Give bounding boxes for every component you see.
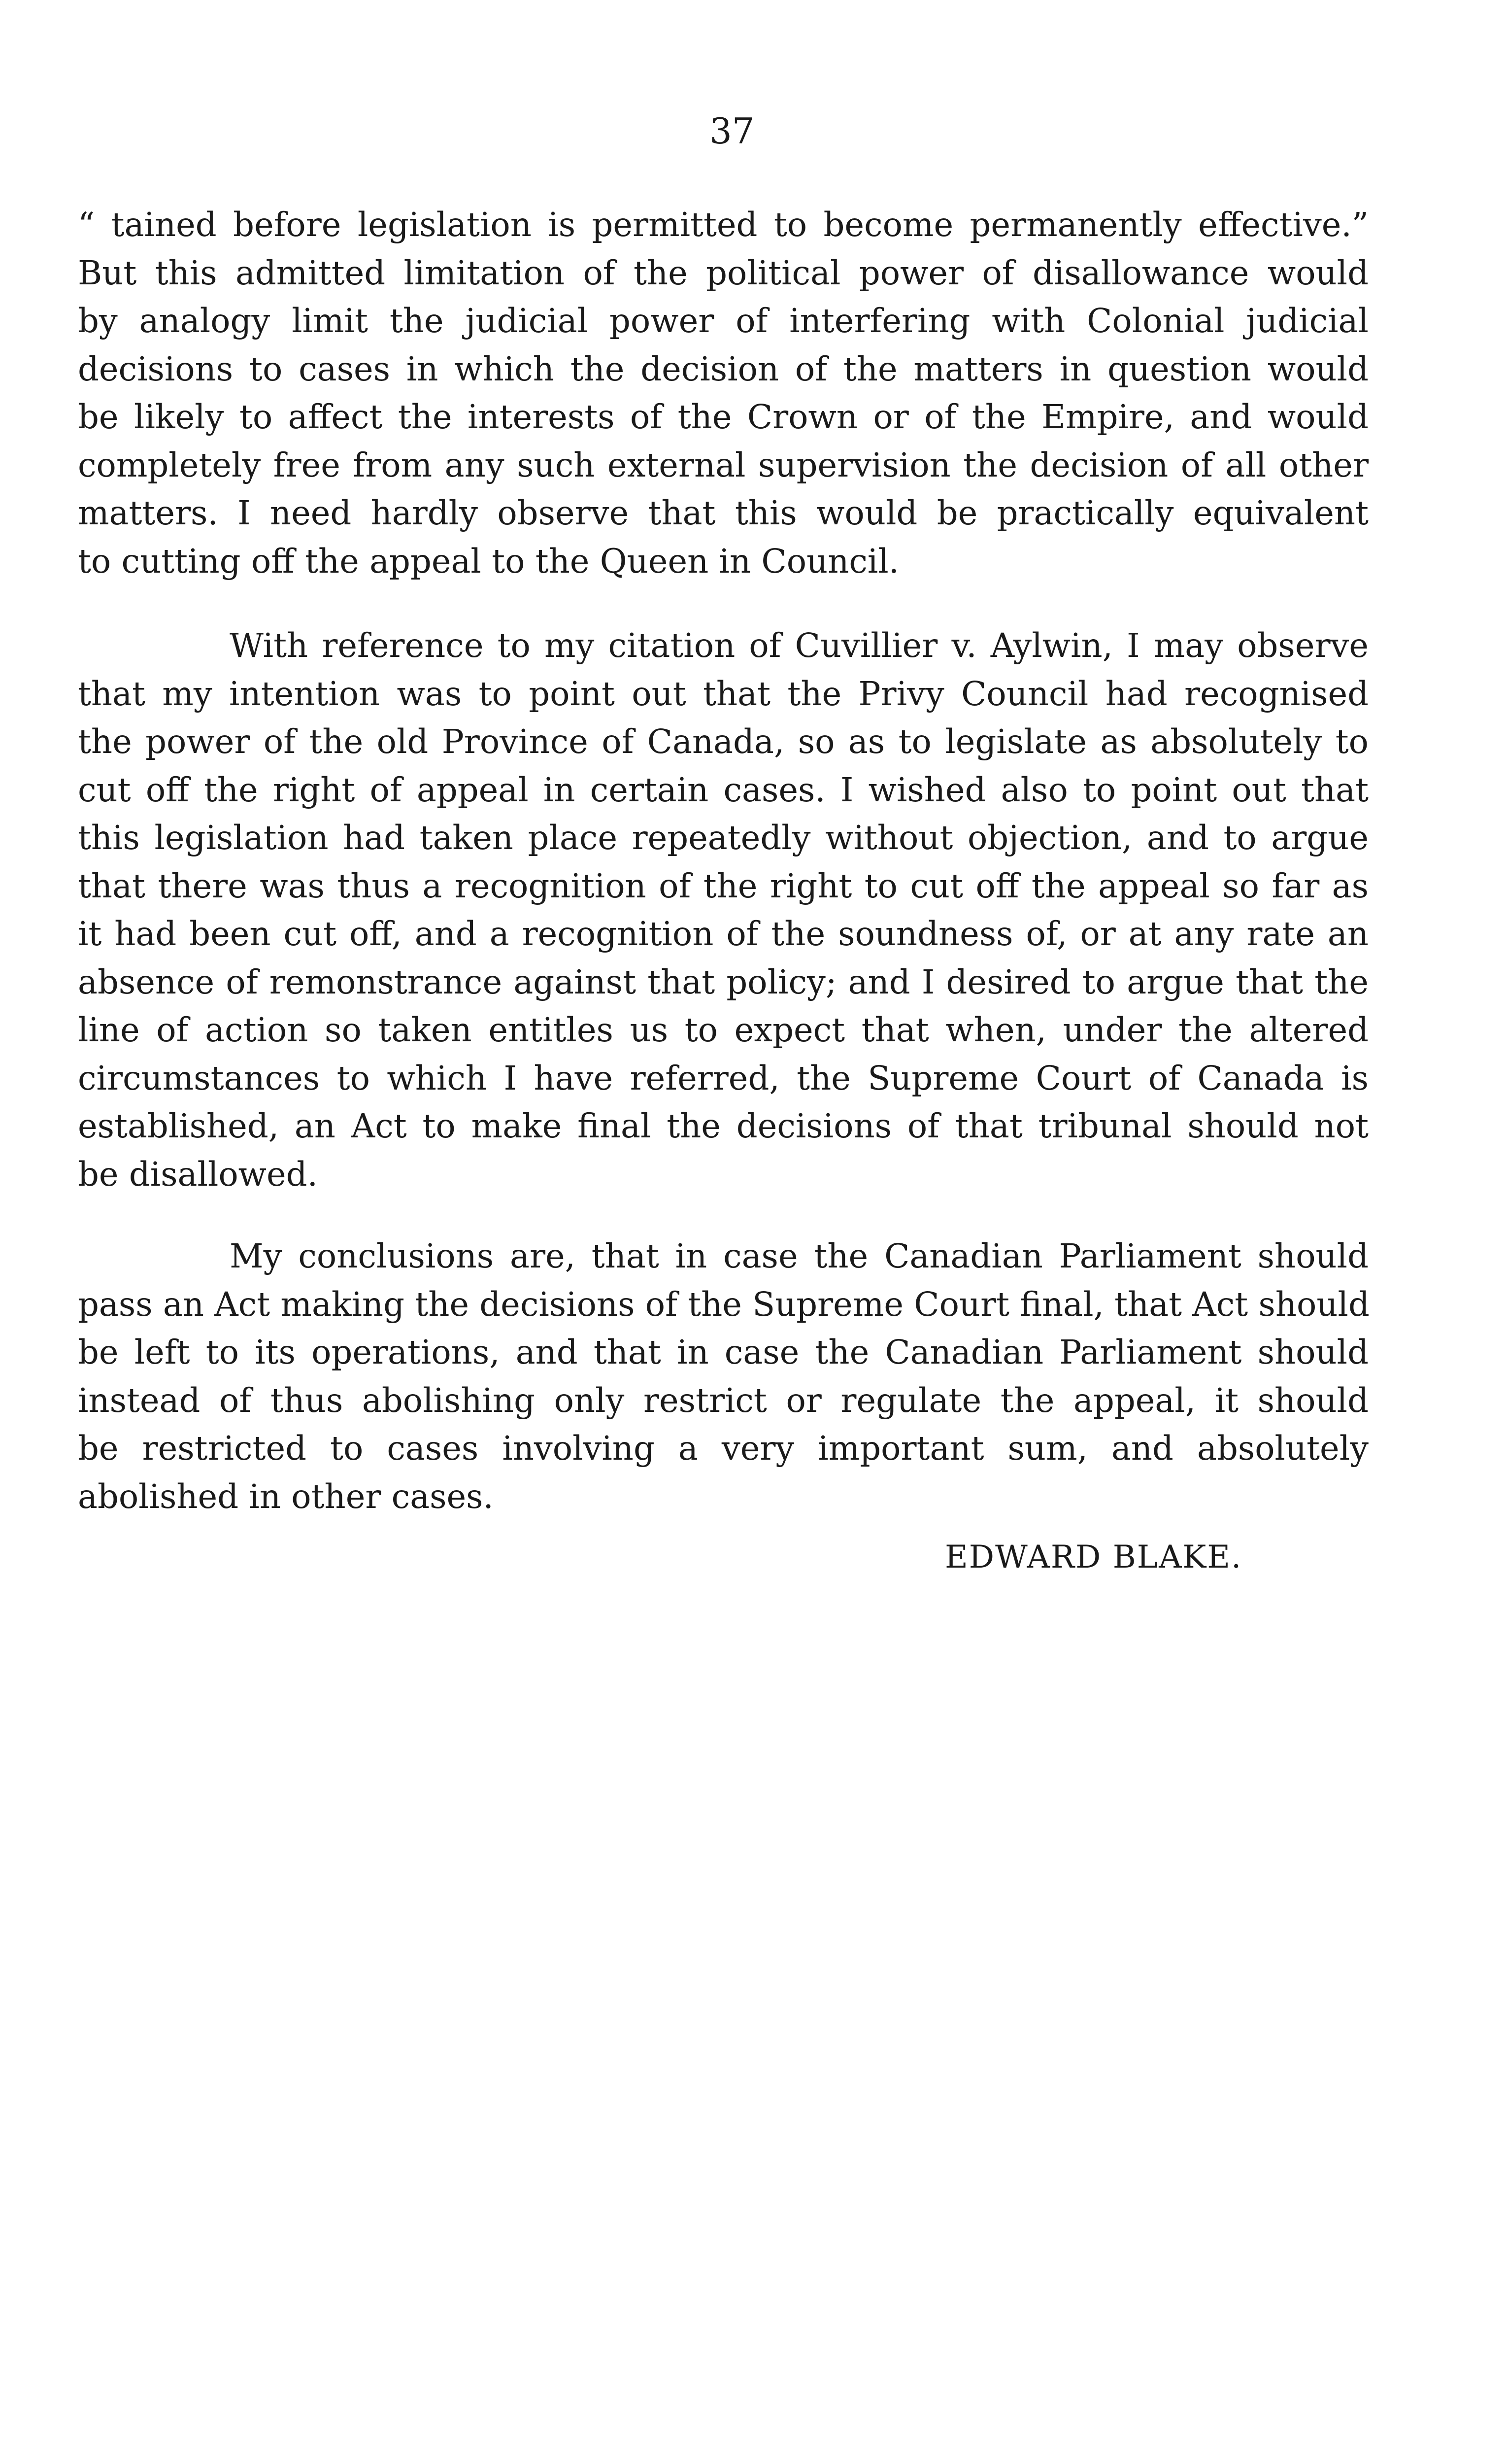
text-line: be disallowed. — [78, 1155, 318, 1194]
text-line: matters. I need hardly observe that this would be practically equivalent — [78, 494, 1369, 532]
text-line: the power of the old Province of Canada, so as to legislate as absolutely to — [78, 722, 1369, 761]
text-line: be likely to affect the interests of the Crown or of the Empire, and would — [78, 398, 1369, 436]
text-line: to cutting off the appeal to the Queen in Council. — [78, 542, 900, 581]
text-line: be restricted to cases involving a very important sum, and absolutely — [78, 1429, 1369, 1468]
text-line: instead of thus abolishing only restrict or regulate the appeal, it should — [78, 1381, 1369, 1420]
text-line: by analogy limit the judicial power of interfering with Colonial judicial — [78, 302, 1369, 340]
text-line: “ tained before legislation is permitted to become permanently effective.” — [78, 205, 1369, 244]
text-line: completely free from any such external supervision the decision of all other — [78, 445, 1369, 484]
text-line: that there was thus a recognition of the right to cut off the appeal so far as — [78, 866, 1369, 905]
paragraph-cuvillier-citation — [78, 622, 1369, 1198]
text-line: But this admitted limitation of the political power of disallowance would — [78, 253, 1369, 292]
text-line: circumstances to which I have referred, the Supreme Court of Canada is — [78, 1059, 1369, 1097]
text-line: it had been cut off, and a recognition of the soundness of, or at any rate an — [78, 915, 1369, 953]
text-line: be left to its operations, and that in case the Canadian Parliament should — [78, 1333, 1369, 1371]
text-line: this legislation had taken place repeatedly without objection, and to argue — [78, 819, 1369, 857]
text-line: My conclusions are, that in case the Canadian Parliament should — [230, 1237, 1369, 1275]
text-line: With reference to my citation of Cuvillier v. Aylwin, I may observe — [230, 626, 1369, 665]
text-line: cut off the right of appeal in certain cases. I wished also to point out that — [78, 770, 1369, 809]
paragraph-conclusions — [78, 1232, 1369, 1521]
text-line: decisions to cases in which the decision of the matters in question would — [78, 349, 1369, 388]
text-line: established, an Act to make final the decisions of that tribunal should not — [78, 1107, 1369, 1145]
text-line: absence of remonstrance against that policy; and I desired to argue that the — [78, 962, 1369, 1001]
page-number: 37 — [709, 110, 755, 152]
signature: EDWARD BLAKE. — [945, 1539, 1242, 1575]
paragraph-continuation — [78, 201, 1369, 585]
text-line: that my intention was to point out that the Privy Council had recognised — [78, 674, 1369, 713]
text-line: abolished in other cases. — [78, 1477, 494, 1516]
text-line: line of action so taken entitles us to expect that when, under the altered — [78, 1011, 1369, 1049]
text-line: pass an Act making the decisions of the Supreme Court final, that Act should — [78, 1285, 1370, 1324]
